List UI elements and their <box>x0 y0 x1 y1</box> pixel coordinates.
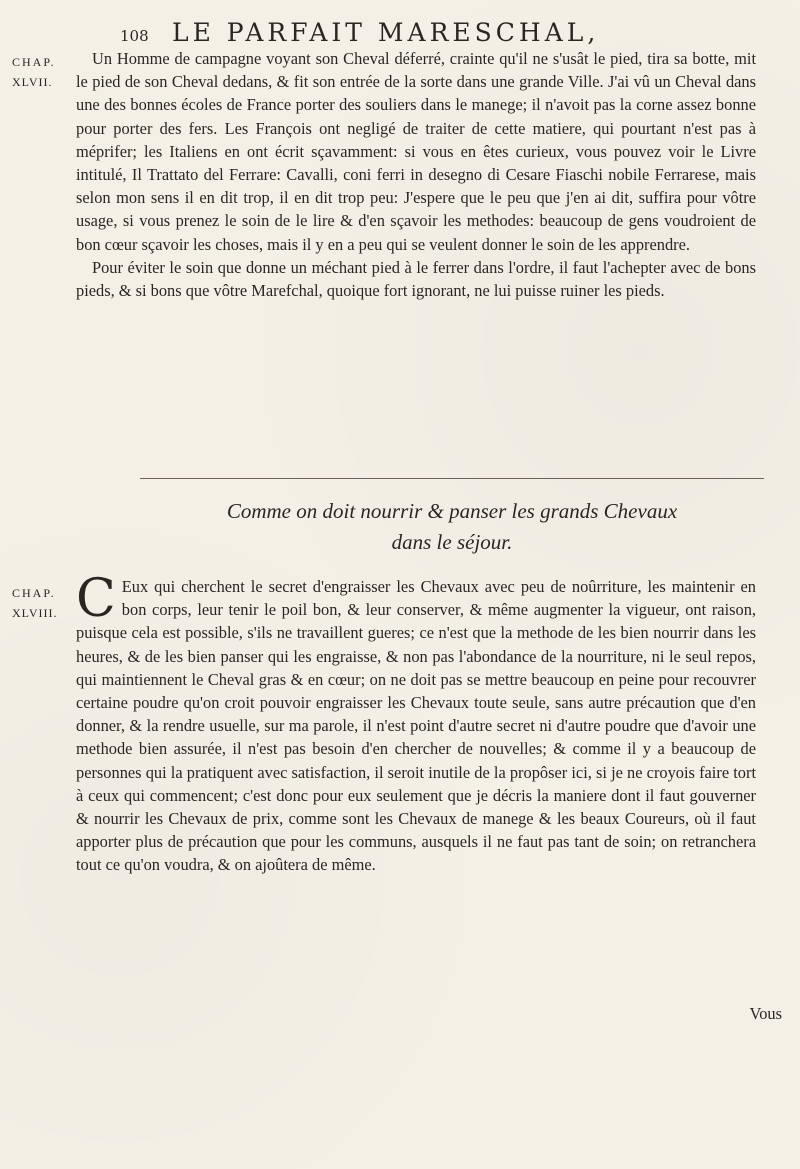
margin-chapter-number: XLVIII. <box>12 606 58 620</box>
paragraph-body: Eux qui cherchent le secret d'engraisser les Chevaux avec peu de noûrriture, les maintenir en bon corps, leur tenir le poil bon, & leur conserver, & même augmenter la vigueur, ont raison, puisque cela est possible, s'ils ne travaillent gueres; ce n'est que la methode de les bien nourrir dans les heures, & de les bien panser qui les engraisse, & non pas l'abondance de la nourriture, ni le seul repos, qui maintiennent le Cheval gras & en cœur; on ne doit pas se mettre beaucoup en peine pour recouvrer certaine poudre qu'on croit pouvoir engraisser les Chevaux toute seule, sans autre précaution que d'en donner, & la rendre usuelle, sur ma parole, il n'est point d'autre secret ni d'autre poudre que d'avoir une methode bien assurée, il n'est pas besoin d'en chercher de nouvelles; & comme il y a beaucoup de personnes qui la pratiquent avec satisfaction, il seroit inutile de la propôser ici, si je ne croyois faire tort à ceux qui commencent; c'est donc pour eux seulement que je décris la maniere dont il faut gouverner & nourrir les Chevaux de prix, comme sont les Chevaux de manege & les beaux Coureurs, où il faut apporter plus de précaution que pour les communs, ausquels il ne faut pas tant de soin; on retranchera tout ce qu'on voudra, & on ajoûtera de même. <box>76 577 756 875</box>
drop-cap: C <box>76 569 116 629</box>
running-title: LE PARFAIT MARESCHAL, <box>172 18 600 47</box>
page-number: 108 <box>120 27 149 45</box>
chapter-heading <box>140 496 764 558</box>
margin-chapter-word: CHAP. <box>12 586 56 600</box>
paragraph: Pour éviter le soin que donne un méchant pied à le ferrer dans l'ordre, il faut l'achepter avec de bons pieds, & si bons que vôtre Marefchal, quoique fort ignorant, ne lui puisse ruiner les pieds. <box>76 257 756 301</box>
section-divider <box>140 478 764 479</box>
running-head <box>120 18 760 48</box>
chapter-heading-line-1: Comme on doit nourrir & panser les grands Chevaux <box>226 499 678 523</box>
section-text-2 <box>76 569 756 877</box>
paragraph <box>76 569 756 877</box>
paragraph: Un Homme de campagne voyant son Cheval déferré, crainte qu'il ne s'usât le pied, tira sa botte, mit le pied de son Cheval dedans, & fit son entrée de la sorte dans une grande Ville. J'ai vû un Cheval dans une des bonnes écoles de France porter des souliers dans le manege; il n'avoit pas la corne assez bonne pour porter des fers. Les François ont negligé de traiter de cette matiere, qui pourtant n'est pas à méprifer; les Italiens en ont écrit sçavamment: si vous en êtes curieux, vous pouvez voir le Livre intitulé, Il Trattato del Ferrare: Cavalli, coni ferri in desegno di Cesare Fiaschi nobile Ferrarese, mais selon mon sens il en dit trop, il en dit trop peu: J'espere que le peu que j'en ai dit, suffira pour vôtre usage, si vous prenez le soin de le lire & d'en sçavoir les methodes: beaucoup de gens voudroient de bon cœur sçavoir les choses, mais il y en a peu qui se veulent donner le soin de les apprendre. <box>76 49 756 254</box>
margin-note-chapter-48 <box>12 583 70 623</box>
catchword: Vous <box>749 1004 782 1023</box>
section-text-1 <box>76 47 756 302</box>
margin-note-chapter-47 <box>12 52 70 92</box>
margin-chapter-number: XLVII. <box>12 75 53 89</box>
chapter-heading-line-2: dans le séjour. <box>391 530 513 554</box>
margin-chapter-word: CHAP. <box>12 55 56 69</box>
